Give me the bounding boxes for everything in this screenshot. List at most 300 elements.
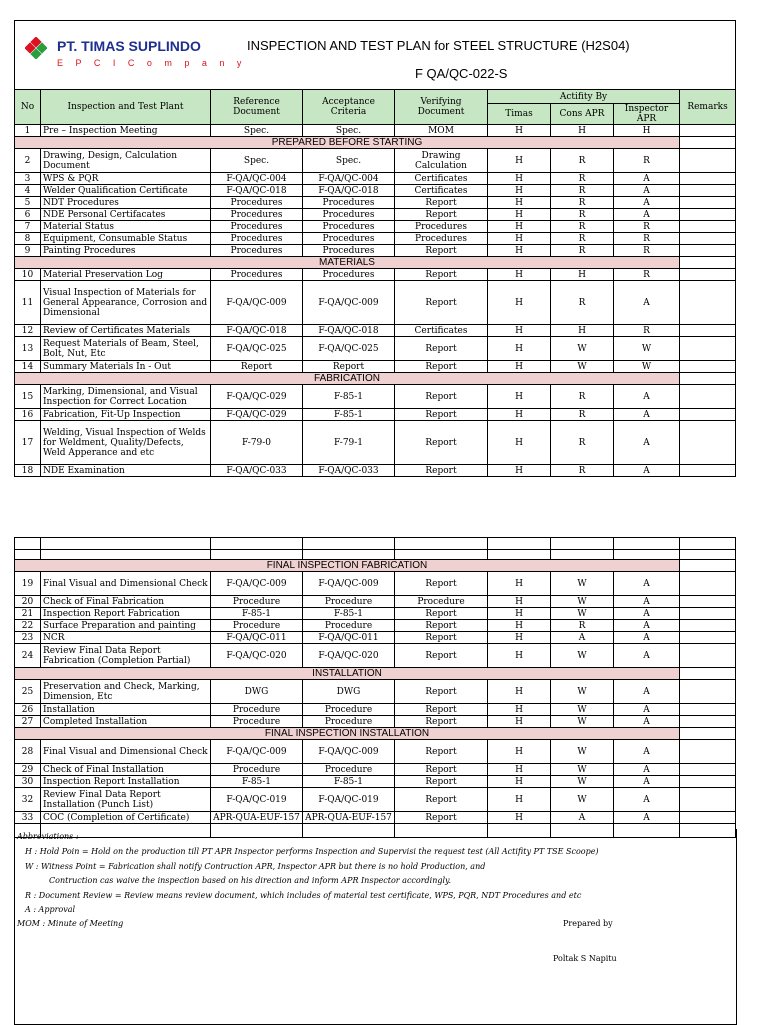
col-header-acceptance: Acceptance Criteria — [303, 90, 395, 125]
row-acceptance: F-79-1 — [303, 421, 395, 465]
row-verifying: Report — [395, 704, 488, 716]
row-remarks — [680, 812, 736, 824]
row-no: 3 — [15, 173, 41, 185]
row-reference: F-QA/QC-009 — [211, 281, 303, 325]
row-no: 4 — [15, 185, 41, 197]
row-remarks — [680, 608, 736, 620]
row-remarks — [680, 257, 736, 269]
row-acceptance: Procedures — [303, 269, 395, 281]
row-item: Inspection Report Installation — [41, 776, 211, 788]
preparer-name: Poltak S Napitu — [553, 954, 617, 963]
row-remarks — [680, 776, 736, 788]
row-timas: H — [488, 421, 551, 465]
row-acceptance: F-QA/QC-009 — [303, 281, 395, 325]
row-remarks — [680, 572, 736, 596]
row-reference: Procedures — [211, 197, 303, 209]
row-item: Request Materials of Beam, Steel, Bolt, Nut, Etc — [41, 337, 211, 361]
row-item: Completed Installation — [41, 716, 211, 728]
row-verifying: Report — [395, 740, 488, 764]
row-item: Summary Materials In - Out — [41, 361, 211, 373]
row-cons-apr: R — [551, 245, 614, 257]
row-item: Review of Certificates Materials — [41, 325, 211, 337]
company-name: PT. TIMAS SUPLINDO — [57, 38, 201, 54]
row-item: Drawing, Design, Calculation Document — [41, 149, 211, 173]
row-verifying: Report — [395, 812, 488, 824]
row-remarks — [680, 281, 736, 325]
row-timas: H — [488, 680, 551, 704]
row-item: WPS & PQR — [41, 173, 211, 185]
row-remarks — [680, 560, 736, 572]
row-remarks — [680, 632, 736, 644]
row-cons-apr: W — [551, 740, 614, 764]
itp-body-bottom — [15, 560, 736, 824]
table-row — [15, 764, 736, 776]
row-reference: Report — [211, 361, 303, 373]
col-header-no: No — [15, 90, 41, 125]
row-item: Final Visual and Dimensional Check — [41, 572, 211, 596]
row-verifying: Report — [395, 776, 488, 788]
row-verifying: Report — [395, 465, 488, 477]
row-cons-apr: W — [551, 644, 614, 668]
row-remarks — [680, 125, 736, 137]
row-cons-apr: R — [551, 421, 614, 465]
row-verifying: Report — [395, 764, 488, 776]
row-acceptance: Procedures — [303, 197, 395, 209]
row-no: 2 — [15, 149, 41, 173]
row-timas: H — [488, 764, 551, 776]
row-no: 33 — [15, 812, 41, 824]
note-witness-point-cont: Contruction cas waive the inspection based on his direction and inform APR Inspector accordingly. — [49, 876, 452, 885]
row-reference: Procedures — [211, 269, 303, 281]
row-inspector-apr: A — [614, 716, 680, 728]
row-cons-apr: R — [551, 149, 614, 173]
row-cons-apr: R — [551, 185, 614, 197]
row-timas: H — [488, 572, 551, 596]
document-header — [15, 21, 736, 90]
row-inspector-apr: R — [614, 325, 680, 337]
section-title: INSTALLATION — [15, 668, 680, 680]
row-remarks — [680, 337, 736, 361]
row-verifying: Report — [395, 361, 488, 373]
row-remarks — [680, 149, 736, 173]
row-no: 13 — [15, 337, 41, 361]
row-verifying: Report — [395, 632, 488, 644]
row-no: 5 — [15, 197, 41, 209]
row-remarks — [680, 173, 736, 185]
row-timas: H — [488, 644, 551, 668]
col-header-item: Inspection and Test Plant — [41, 90, 211, 125]
row-no: 24 — [15, 644, 41, 668]
row-remarks — [680, 221, 736, 233]
row-reference: F-QA/QC-029 — [211, 409, 303, 421]
section-header-row — [15, 668, 736, 680]
row-acceptance: F-QA/QC-025 — [303, 337, 395, 361]
row-reference: Procedures — [211, 245, 303, 257]
row-cons-apr: H — [551, 269, 614, 281]
row-inspector-apr: A — [614, 644, 680, 668]
row-timas: H — [488, 185, 551, 197]
row-item: NDE Personal Certifacates — [41, 209, 211, 221]
table-row — [15, 325, 736, 337]
row-verifying: Report — [395, 620, 488, 632]
row-cons-apr: W — [551, 788, 614, 812]
row-reference: F-QA/QC-019 — [211, 788, 303, 812]
row-acceptance: F-QA/QC-009 — [303, 572, 395, 596]
table-row — [15, 185, 736, 197]
row-no: 18 — [15, 465, 41, 477]
row-cons-apr: W — [551, 608, 614, 620]
row-cons-apr: W — [551, 596, 614, 608]
row-item: Surface Preparation and painting — [41, 620, 211, 632]
row-remarks — [680, 373, 736, 385]
row-item: Painting Procedures — [41, 245, 211, 257]
row-acceptance: Spec. — [303, 125, 395, 137]
row-no: 8 — [15, 233, 41, 245]
row-inspector-apr: A — [614, 596, 680, 608]
row-verifying: Report — [395, 608, 488, 620]
row-inspector-apr: A — [614, 704, 680, 716]
row-cons-apr: R — [551, 465, 614, 477]
row-cons-apr: W — [551, 776, 614, 788]
itp-table-top — [14, 20, 736, 477]
row-item: NDT Procedures — [41, 197, 211, 209]
row-remarks — [680, 385, 736, 409]
table-row — [15, 812, 736, 824]
note-witness-point: W : Witness Point = Fabrication shall notify Contruction APR, Inspector APR but there is no hold Production, and — [25, 862, 486, 871]
col-header-reference: Reference Document — [211, 90, 303, 125]
row-remarks — [680, 680, 736, 704]
row-cons-apr: R — [551, 385, 614, 409]
notes-heading: Abbreviations : — [17, 832, 79, 841]
table-row — [15, 209, 736, 221]
row-remarks — [680, 137, 736, 149]
row-timas: H — [488, 233, 551, 245]
blank-row — [15, 538, 736, 550]
row-acceptance: F-QA/QC-011 — [303, 632, 395, 644]
row-reference: Procedures — [211, 209, 303, 221]
section-title: MATERIALS — [15, 257, 680, 269]
row-cons-apr: R — [551, 409, 614, 421]
company-tagline: E P C I C o m p a n y — [57, 58, 247, 68]
section-title: FINAL INSPECTION INSTALLATION — [15, 728, 680, 740]
row-no: 20 — [15, 596, 41, 608]
table-row — [15, 680, 736, 704]
document-code: F QA/QC-022-S — [415, 66, 508, 81]
row-reference: F-QA/QC-009 — [211, 572, 303, 596]
row-acceptance: F-85-1 — [303, 776, 395, 788]
row-item: Material Preservation Log — [41, 269, 211, 281]
table-row — [15, 704, 736, 716]
table-row — [15, 572, 736, 596]
row-acceptance: F-QA/QC-018 — [303, 185, 395, 197]
row-verifying: Report — [395, 572, 488, 596]
note-hold-point: H : Hold Poin = Hold on the production till PT APR Inspector performs Inspection and Supervisi the request test (All Actifity PT TSE Scoope) — [25, 847, 599, 856]
row-item: Preservation and Check, Marking, Dimension, Etc — [41, 680, 211, 704]
table-row — [15, 337, 736, 361]
itp-table-bottom — [14, 537, 736, 838]
row-remarks — [680, 704, 736, 716]
table-row — [15, 716, 736, 728]
row-no: 30 — [15, 776, 41, 788]
row-reference: F-85-1 — [211, 776, 303, 788]
row-cons-apr: W — [551, 337, 614, 361]
row-reference: Procedure — [211, 704, 303, 716]
table-row — [15, 385, 736, 409]
row-acceptance: Procedures — [303, 209, 395, 221]
row-verifying: Procedure — [395, 596, 488, 608]
table-row — [15, 125, 736, 137]
row-timas: H — [488, 325, 551, 337]
row-timas: H — [488, 704, 551, 716]
table-row — [15, 361, 736, 373]
row-cons-apr: R — [551, 233, 614, 245]
row-acceptance: F-QA/QC-018 — [303, 325, 395, 337]
row-no: 10 — [15, 269, 41, 281]
row-acceptance: Procedures — [303, 245, 395, 257]
row-timas: H — [488, 385, 551, 409]
row-timas: H — [488, 361, 551, 373]
row-remarks — [680, 245, 736, 257]
row-no: 16 — [15, 409, 41, 421]
row-cons-apr: R — [551, 281, 614, 325]
row-verifying: Procedures — [395, 221, 488, 233]
row-cons-apr: W — [551, 361, 614, 373]
row-inspector-apr: H — [614, 125, 680, 137]
row-timas: H — [488, 221, 551, 233]
row-acceptance: Procedures — [303, 221, 395, 233]
row-item: NCR — [41, 632, 211, 644]
row-item: Check of Final Fabrication — [41, 596, 211, 608]
row-cons-apr: W — [551, 680, 614, 704]
row-timas: H — [488, 788, 551, 812]
row-no: 25 — [15, 680, 41, 704]
row-inspector-apr: A — [614, 632, 680, 644]
table-row — [15, 149, 736, 173]
row-remarks — [680, 325, 736, 337]
itp-body-top — [15, 137, 736, 477]
table-row — [15, 281, 736, 325]
row-remarks — [680, 644, 736, 668]
row-remarks — [680, 465, 736, 477]
row-reference: F-QA/QC-018 — [211, 325, 303, 337]
row-inspector-apr: R — [614, 245, 680, 257]
row-reference: F-QA/QC-025 — [211, 337, 303, 361]
row-reference: APR-QUA-EUF-157 — [211, 812, 303, 824]
row-item: Check of Final Installation — [41, 764, 211, 776]
row-no: 11 — [15, 281, 41, 325]
row-reference: F-QA/QC-029 — [211, 385, 303, 409]
row-reference: F-QA/QC-033 — [211, 465, 303, 477]
row-acceptance: Procedure — [303, 620, 395, 632]
table-row — [15, 632, 736, 644]
row-reference: Spec. — [211, 125, 303, 137]
row-item: Final Visual and Dimensional Check — [41, 740, 211, 764]
row-acceptance: F-QA/QC-019 — [303, 788, 395, 812]
row-remarks — [680, 764, 736, 776]
row-reference: Procedure — [211, 596, 303, 608]
table-row — [15, 465, 736, 477]
row-acceptance: Report — [303, 361, 395, 373]
section-title: FABRICATION — [15, 373, 680, 385]
row-acceptance: F-85-1 — [303, 608, 395, 620]
table-row — [15, 608, 736, 620]
row-no: 7 — [15, 221, 41, 233]
row-inspector-apr: A — [614, 740, 680, 764]
row-timas: H — [488, 740, 551, 764]
row-cons-apr: W — [551, 716, 614, 728]
section-title: PREPARED BEFORE STARTING — [15, 137, 680, 149]
row-timas: H — [488, 281, 551, 325]
row-no: 32 — [15, 788, 41, 812]
row-item: Marking, Dimensional, and Visual Inspection for Correct Location — [41, 385, 211, 409]
row-no: 9 — [15, 245, 41, 257]
row-acceptance: F-QA/QC-004 — [303, 173, 395, 185]
table-row — [15, 221, 736, 233]
row-verifying: MOM — [395, 125, 488, 137]
row-verifying: Report — [395, 269, 488, 281]
row-cons-apr: H — [551, 125, 614, 137]
row-remarks — [680, 361, 736, 373]
row-item: Welder Qualification Certificate — [41, 185, 211, 197]
row-remarks — [680, 596, 736, 608]
row-reference: F-79-0 — [211, 421, 303, 465]
row-timas: H — [488, 776, 551, 788]
row-inspector-apr: A — [614, 185, 680, 197]
table-row — [15, 173, 736, 185]
row-item: Inspection Report Fabrication — [41, 608, 211, 620]
row-inspector-apr: A — [614, 385, 680, 409]
row-verifying: Report — [395, 644, 488, 668]
row-inspector-apr: A — [614, 776, 680, 788]
col-header-remarks: Remarks — [680, 90, 736, 125]
row-cons-apr: R — [551, 173, 614, 185]
row-item: Review Final Data Report Installation (Punch List) — [41, 788, 211, 812]
row-inspector-apr: A — [614, 680, 680, 704]
row-verifying: Certificates — [395, 185, 488, 197]
row-timas: H — [488, 197, 551, 209]
row-cons-apr: R — [551, 221, 614, 233]
row-inspector-apr: R — [614, 149, 680, 173]
row-timas: H — [488, 596, 551, 608]
row-timas: H — [488, 716, 551, 728]
row-no: 17 — [15, 421, 41, 465]
row-inspector-apr: A — [614, 608, 680, 620]
row-verifying: Report — [395, 409, 488, 421]
row-cons-apr: A — [551, 632, 614, 644]
row-inspector-apr: A — [614, 409, 680, 421]
row-reference: Procedures — [211, 221, 303, 233]
col-header-verifying: Verifying Document — [395, 90, 488, 125]
row-cons-apr: W — [551, 764, 614, 776]
row-item: Equipment, Consumable Status — [41, 233, 211, 245]
row-timas: H — [488, 209, 551, 221]
row-item: Visual Inspection of Materials for General Appearance, Corrosion and Dimensional — [41, 281, 211, 325]
row-timas: H — [488, 149, 551, 173]
row-item: Review Final Data Report Fabrication (Completion Partial) — [41, 644, 211, 668]
col-header-timas: Timas — [488, 104, 551, 125]
row-remarks — [680, 269, 736, 281]
row-inspector-apr: R — [614, 269, 680, 281]
row-timas: H — [488, 608, 551, 620]
row-timas: H — [488, 465, 551, 477]
row-inspector-apr: A — [614, 197, 680, 209]
col-header-cons-apr: Cons APR — [551, 104, 614, 125]
row-verifying: Certificates — [395, 173, 488, 185]
row-timas: H — [488, 173, 551, 185]
row-inspector-apr: A — [614, 173, 680, 185]
row-verifying: Certificates — [395, 325, 488, 337]
row-no: 22 — [15, 620, 41, 632]
row-remarks — [680, 668, 736, 680]
row-acceptance: F-85-1 — [303, 409, 395, 421]
row-timas: H — [488, 632, 551, 644]
row-cons-apr: W — [551, 704, 614, 716]
row-item: Welding, Visual Inspection of Welds for Weldment, Quality/Defects, Weld Apperance and etc — [41, 421, 211, 465]
row-item: Material Status — [41, 221, 211, 233]
row-inspector-apr: A — [614, 281, 680, 325]
row-no: 28 — [15, 740, 41, 764]
row-item: Pre – Inspection Meeting — [41, 125, 211, 137]
row-remarks — [680, 788, 736, 812]
table-row — [15, 620, 736, 632]
prepared-by-label: Prepared by — [563, 919, 613, 928]
section-header-row — [15, 728, 736, 740]
row-timas: H — [488, 409, 551, 421]
row-inspector-apr: W — [614, 361, 680, 373]
row-inspector-apr: A — [614, 764, 680, 776]
row-verifying: Report — [395, 385, 488, 409]
row-remarks — [680, 421, 736, 465]
row-verifying: Report — [395, 337, 488, 361]
row-item: Installation — [41, 704, 211, 716]
row-item: COC (Completion of Certificate) — [41, 812, 211, 824]
table-row — [15, 788, 736, 812]
row-no: 14 — [15, 361, 41, 373]
row-remarks — [680, 716, 736, 728]
row-no: 15 — [15, 385, 41, 409]
row-inspector-apr: A — [614, 620, 680, 632]
section-title: FINAL INSPECTION FABRICATION — [15, 560, 680, 572]
row-remarks — [680, 233, 736, 245]
row-item: NDE Examination — [41, 465, 211, 477]
row-remarks — [680, 185, 736, 197]
row-verifying: Report — [395, 716, 488, 728]
col-header-activity: Actifity By — [488, 90, 680, 104]
row-inspector-apr: A — [614, 572, 680, 596]
row-cons-apr: R — [551, 620, 614, 632]
note-mom: MOM : Minute of Meeting — [17, 919, 124, 928]
row-reference: Procedure — [211, 764, 303, 776]
row-acceptance: F-QA/QC-020 — [303, 644, 395, 668]
row-acceptance: APR-QUA-EUF-157 — [303, 812, 395, 824]
row-timas: H — [488, 812, 551, 824]
row-remarks — [680, 409, 736, 421]
section-header-row — [15, 257, 736, 269]
row-verifying: Procedures — [395, 233, 488, 245]
row-verifying: Report — [395, 209, 488, 221]
table-row — [15, 197, 736, 209]
row-no: 12 — [15, 325, 41, 337]
row-timas: H — [488, 269, 551, 281]
row-inspector-apr: R — [614, 233, 680, 245]
row-acceptance: F-85-1 — [303, 385, 395, 409]
page-gap — [14, 477, 735, 537]
row-item: Fabrication, Fit-Up Inspection — [41, 409, 211, 421]
row-reference: Procedures — [211, 233, 303, 245]
row-remarks — [680, 197, 736, 209]
row-acceptance: Procedure — [303, 704, 395, 716]
row-acceptance: Procedure — [303, 596, 395, 608]
